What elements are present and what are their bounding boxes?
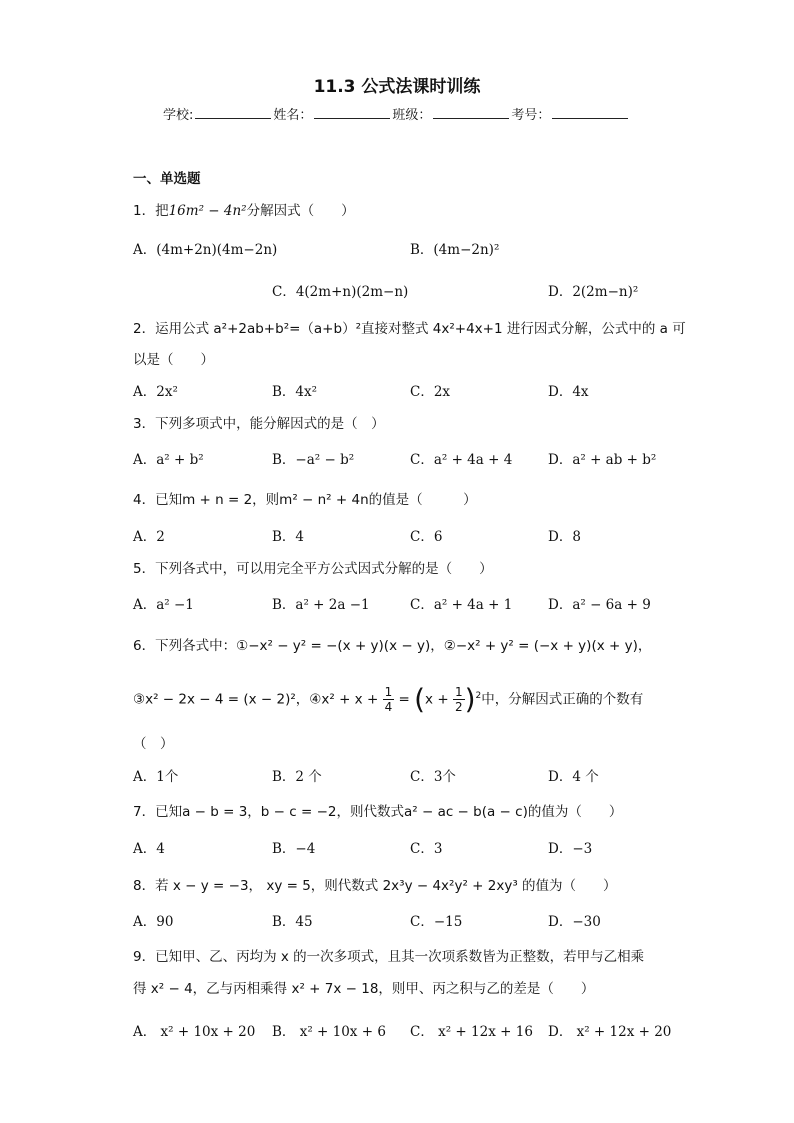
- class-blank[interactable]: [433, 106, 509, 119]
- q4-option-d[interactable]: D．8: [548, 529, 581, 545]
- q1-option-d[interactable]: D．2(2m−n)²: [548, 284, 639, 300]
- name-label: 姓名：: [273, 108, 313, 123]
- q9-option-c[interactable]: C． x² + 12x + 16: [410, 1024, 533, 1040]
- q2-option-a[interactable]: A．2x²: [133, 384, 178, 400]
- exam-number-blank[interactable]: [552, 106, 628, 119]
- question-1-stem: [133, 199, 355, 219]
- name-blank[interactable]: [314, 106, 390, 119]
- q4-option-c[interactable]: C．6: [410, 529, 443, 545]
- q3-option-c[interactable]: C．a² + 4a + 4: [410, 452, 513, 468]
- q7-option-c[interactable]: C．3: [410, 841, 443, 857]
- q1-prefix: 1．把: [133, 203, 169, 219]
- q6-option-c[interactable]: C．3个: [410, 769, 456, 785]
- q7-option-d[interactable]: D．−3: [548, 841, 593, 857]
- q9-option-b[interactable]: B． x² + 10x + 6: [272, 1024, 386, 1040]
- q9-option-d[interactable]: D． x² + 12x + 20: [548, 1024, 672, 1040]
- q6-line2-part-d: 中，分解因式正确的个数有: [481, 691, 644, 708]
- school-blank[interactable]: [195, 106, 271, 119]
- q3-option-a[interactable]: A．a² + b²: [133, 452, 204, 468]
- q6-line2-part-a: ③x² − 2x − 4 = (x − 2)²，④x² + x +: [133, 691, 383, 708]
- q1-suffix: 分解因式（ ）: [246, 203, 355, 219]
- q6-fraction-one-quarter: [383, 685, 395, 714]
- page-title: 11.3 公式法课时训练: [313, 77, 481, 97]
- q1-option-b[interactable]: B．(4m−2n)²: [410, 242, 500, 258]
- question-6-line-3: （ ）: [133, 736, 174, 752]
- question-3-stem: 3．下列多项式中，能分解因式的是（ ）: [133, 416, 385, 432]
- q2-option-b[interactable]: B．4x²: [272, 384, 318, 400]
- q8-option-a[interactable]: A．90: [133, 914, 174, 930]
- q2-option-c[interactable]: C．2x: [410, 384, 451, 400]
- q9-option-a[interactable]: A． x² + 10x + 20: [133, 1024, 256, 1040]
- class-label: 班级：: [392, 108, 432, 123]
- question-9-line-1: 9．已知甲、乙、丙均为 x 的一次多项式，且其一次项系数皆为正整数，若甲与乙相乘: [133, 949, 645, 965]
- school-label: 学校:: [163, 108, 194, 123]
- q6-equals: =: [394, 691, 415, 708]
- q8-option-d[interactable]: D．−30: [548, 914, 601, 930]
- q1-option-a[interactable]: A．(4m+2n)(4m−2n): [133, 242, 278, 258]
- section-title: 一、单选题: [133, 171, 201, 187]
- q8-option-b[interactable]: B．45: [272, 914, 313, 930]
- q6-right-paren: ): [464, 682, 476, 716]
- q6-line2-part-c: x +: [425, 691, 453, 708]
- exam-number-label: 考号：: [511, 108, 551, 123]
- q3-option-d[interactable]: D．a² + ab + b²: [548, 452, 657, 468]
- q5-option-a[interactable]: A．a² −1: [133, 597, 194, 613]
- q4-option-b[interactable]: B．4: [272, 529, 305, 545]
- q6-frac1-denominator: 4: [384, 700, 393, 714]
- q6-frac2-numerator: 1: [454, 685, 463, 699]
- q6-frac1-numerator: 1: [384, 685, 393, 699]
- q5-option-d[interactable]: D．a² − 6a + 9: [548, 597, 651, 613]
- question-6-line-1: 6．下列各式中：①−x² − y² = −(x + y)(x − y)，②−x² + y² = (−x + y)(x + y)，: [133, 638, 652, 654]
- q6-left-paren: (: [414, 682, 426, 716]
- q6-square-exponent: 2: [475, 691, 482, 701]
- q6-fraction-one-half: [453, 685, 465, 714]
- question-2-line-1: 2．运用公式 a²+2ab+b²=（a+b）²直接对整式 4x²+4x+1 进行因式分解，公式中的 a 可: [133, 321, 686, 337]
- question-4-stem: 4．已知m + n = 2，则m² − n² + 4n的值是（ ）: [133, 492, 477, 508]
- question-8-stem: 8．若 x − y = −3， xy = 5，则代数式 2x³y − 4x²y² + 2xy³ 的值为（ ）: [133, 878, 617, 894]
- q6-frac2-denominator: 2: [454, 700, 463, 714]
- q7-option-b[interactable]: B．−4: [272, 841, 316, 857]
- q6-option-a[interactable]: A．1个: [133, 769, 179, 785]
- student-info-row: [163, 104, 630, 123]
- q1-option-c[interactable]: C．4(2m+n)(2m−n): [272, 284, 409, 300]
- question-7-stem: 7．已知a − b = 3，b − c = −2，则代数式a² − ac − b(a − c)的值为（ ）: [133, 804, 623, 820]
- q2-option-d[interactable]: D．4x: [548, 384, 589, 400]
- q4-option-a[interactable]: A．2: [133, 529, 165, 545]
- question-9-line-2: 得 x² − 4，乙与丙相乘得 x² + 7x − 18，则甲、丙之积与乙的差是（ ）: [133, 981, 595, 997]
- q6-option-b[interactable]: B．2 个: [272, 769, 322, 785]
- q5-option-b[interactable]: B．a² + 2a −1: [272, 597, 370, 613]
- q6-option-d[interactable]: D．4 个: [548, 769, 599, 785]
- q7-option-a[interactable]: A．4: [133, 841, 165, 857]
- q8-option-c[interactable]: C．−15: [410, 914, 463, 930]
- q5-option-c[interactable]: C．a² + 4a + 1: [410, 597, 513, 613]
- q3-option-b[interactable]: B．−a² − b²: [272, 452, 355, 468]
- question-5-stem: 5．下列各式中，可以用完全平方公式因式分解的是（ ）: [133, 561, 493, 577]
- question-2-line-2: 以是（ ）: [133, 352, 214, 368]
- q1-expression: 16m² − 4n²: [168, 203, 247, 219]
- question-6-line-2: [133, 676, 643, 716]
